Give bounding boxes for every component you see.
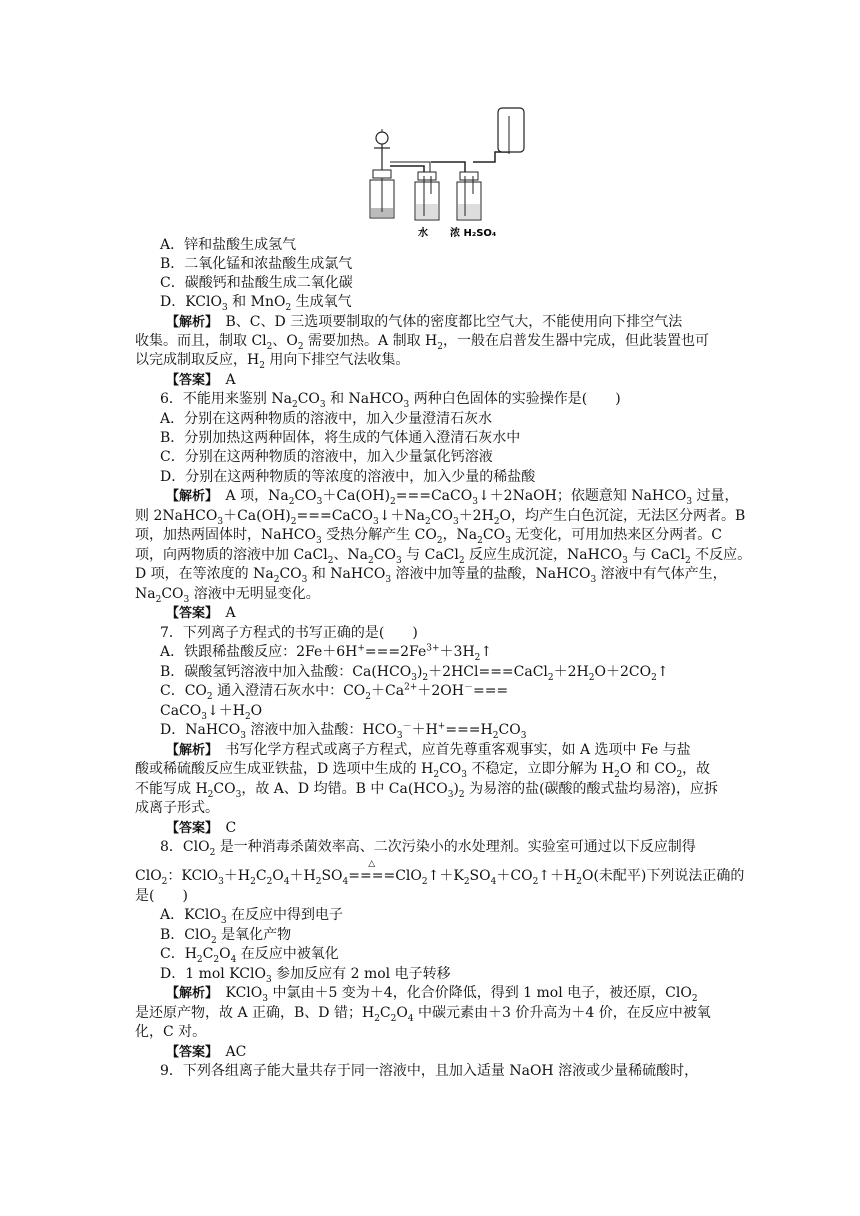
- label-water: 水: [418, 228, 428, 239]
- text-line: A．KClO$_3$ 在反应中得到电子: [160, 907, 344, 926]
- text-line: $CaCO_3↓+H_2O$: [160, 703, 263, 722]
- text-line: B．碳酸氢钙溶液中加入盐酸：$Ca(HCO_3)_2+2HCl===CaCl_2+2H_2O+2CO_2↑$: [160, 664, 669, 683]
- text-line: D．1 mol KClO$_3$ 参加反应有 2 mol 电子转移: [160, 966, 451, 985]
- text-line: 【答案】 AC: [166, 1044, 247, 1060]
- label-conc-sulfuric-acid: 浓 H₂SO₄: [450, 228, 497, 239]
- text-line: B．ClO$_2$ 是氧化产物: [160, 927, 292, 946]
- text-line: D 项，在等浓度的 $Na_2CO_3$ 和 NaHCO$_3$ 溶液中加等量的盐酸，NaHCO$_3$ 溶液中有气体产生，: [135, 566, 727, 585]
- text-line: 是还原产物，故 A 正确，B、D 错；$H_2C_2O_4$ 中碳元素由＋3 价升高为＋4 价，在反应中被氧: [135, 1005, 711, 1024]
- text-line: 以完成制取反应，$H_2$ 用向下排空气法收集。: [135, 352, 410, 371]
- text-line: C．$H_2C_2O_4$ 在反应中被氧化: [160, 946, 339, 965]
- text-line: 成离子形式。: [135, 800, 219, 816]
- text-line: 【答案】 C: [166, 820, 237, 836]
- text-line: D．NaHCO$_3$ 溶液中加入盐酸：$HCO_3^-+H^+===H_2CO_3$: [160, 721, 527, 741]
- text-line: A．锌和盐酸生成氢气: [160, 237, 297, 253]
- text-line: 收集。而且，制取 $Cl_2$、$O_2$ 需要加热。A 制取 $H_2$，一般在启普发生器中完成，但此装置也可: [135, 333, 709, 352]
- text-line: A．铁跟稀盐酸反应：$2Fe+6H^+===2Fe^{3+}+3H_2↑$: [160, 643, 493, 663]
- text-line: 9．下列各组离子能大量共存于同一溶液中，且加入适量 NaOH 溶液或少量稀硫酸时，: [160, 1063, 699, 1079]
- text-line: A．分别在这两种物质的溶液中，加入少量澄清石灰水: [160, 411, 493, 427]
- text-line: D．分别在这两种物质的等浓度的溶液中，加入少量的稀盐酸: [160, 469, 536, 485]
- text-line: B．二氧化锰和浓盐酸生成氯气: [160, 256, 353, 272]
- text-line: C．碳酸钙和盐酸生成二氧化碳: [160, 275, 353, 291]
- text-line: D．KClO$_3$ 和 MnO$_2$ 生成氧气: [160, 294, 352, 313]
- text-line: 【答案】 A: [166, 605, 236, 621]
- text-line: 【解析】 KClO$_3$ 中氯由＋5 变为＋4，化合价降低，得到 1 mol 电子，被还原，ClO$_2$: [166, 985, 698, 1004]
- text-line: 项，加热两固体时，NaHCO$_3$ 受热分解产生 $CO_2$，$Na_2CO_3$ 无变化，可用加热来区分两者。C: [135, 527, 723, 546]
- text-line: 则 $2NaHCO_3+Ca(OH)_2===CaCO_3↓+Na_2CO_3+2H_2O$，均产生白色沉淀，无法区分两者。B: [135, 508, 746, 527]
- text-line: 酸或稀硫酸反应生成亚铁盐，D 选项中生成的 $H_2CO_3$ 不稳定，立即分解为 $H_2O$ 和 $CO_2$，故: [135, 761, 711, 780]
- text-line: 是( ): [135, 888, 188, 904]
- text-line: 【答案】 A: [166, 372, 236, 388]
- text-line: 化，C 对。: [135, 1024, 207, 1040]
- text-line: 【解析】 书写化学方程式或离子方程式，应首先尊重客观事实，如 A 选项中 Fe 与盐: [166, 742, 691, 758]
- text-line: B．分别加热这两种固体，将生成的气体通入澄清石灰水中: [160, 430, 521, 446]
- text-line: 8．ClO$_2$ 是一种消毒杀菌效率高、二次污染小的水处理剂。实验室可通过以下反应制得: [160, 839, 696, 858]
- text-line: 【解析】 B、C、D 三选项要制取的气体的密度都比空气大，不能使用向下排空气法: [166, 314, 683, 330]
- text-line: C．分别在这两种物质的溶液中，加入少量氯化钙溶液: [160, 449, 493, 465]
- text-line: 6．不能用来鉴别 $Na_2CO_3$ 和 NaHCO$_3$ 两种白色固体的实验操作是( ): [160, 391, 621, 410]
- text-line: 项，向两物质的溶液中加 CaCl$_2$、$Na_2CO_3$ 与 CaCl$_2$ 反应生成沉淀，NaHCO$_3$ 与 CaCl$_2$ 不反应。: [135, 547, 752, 566]
- text-line: 【解析】 A 项，$Na_2CO_3+Ca(OH)_2===CaCO_3↓+2NaOH$；依题意知 NaHCO$_3$ 过量，: [166, 488, 739, 507]
- text-line: ClO$_2$：$KClO_3+H_2C_2O_4+H_2SO_4$ △ $====ClO_2↑+K_2SO_4+CO_2↑+H_2O$(未配平)下列说法正确的: [135, 859, 745, 887]
- text-line: C．$CO_2$ 通入澄清石灰水中：$CO_2+Ca^{2+}+2OH^-===$: [160, 682, 509, 702]
- lab-apparatus-diagram: [360, 104, 530, 244]
- text-line: 7．下列离子方程式的书写正确的是( ): [160, 625, 418, 641]
- text-line: 不能写成 $H_2CO_3$，故 A、D 均错。B 中 $Ca(HCO_3)_2$ 为易溶的盐(碳酸的酸式盐均易溶)，应拆: [135, 781, 718, 800]
- text-line: $Na_2CO_3$ 溶液中无明显变化。: [135, 586, 320, 605]
